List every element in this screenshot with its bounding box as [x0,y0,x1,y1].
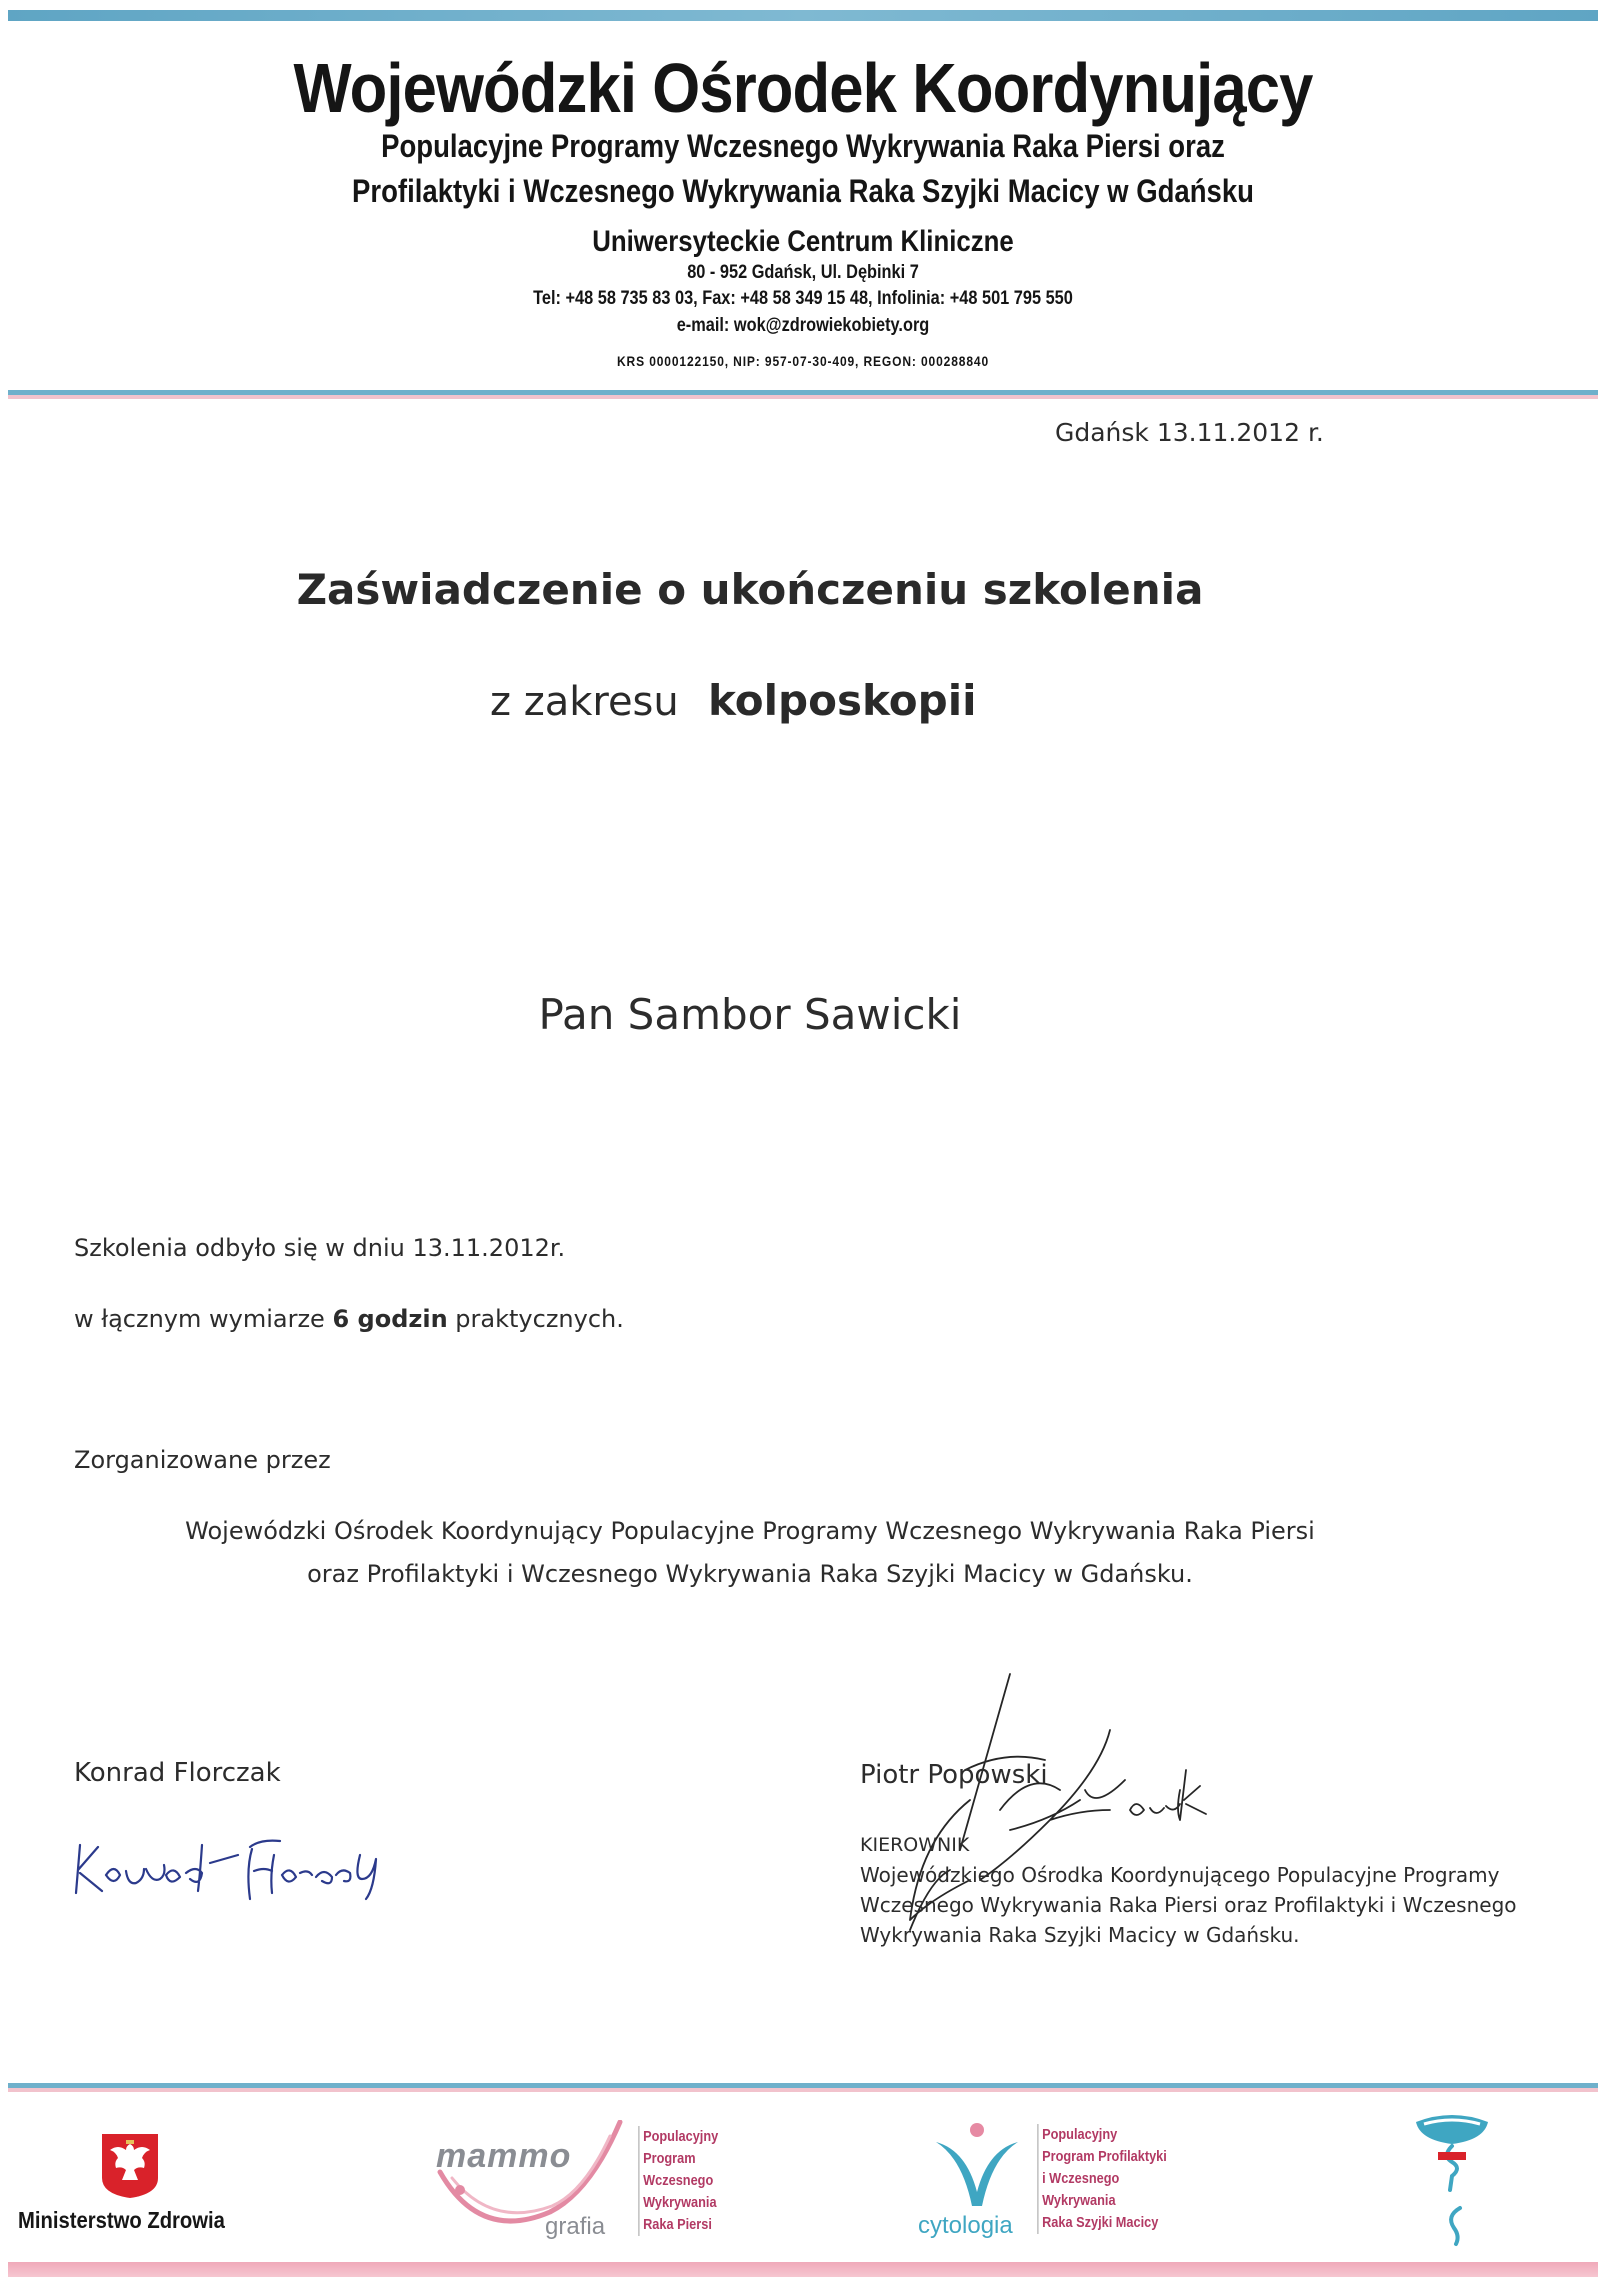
mammografia-logo-word: mammo [436,2137,572,2175]
subject-prefix: z zakresu [490,679,679,725]
header-divider-band [8,390,1598,399]
right-signatory-name: Piotr Popowski [860,1760,1048,1790]
training-date-line: Szkolenia odbyło się w dniu 13.11.2012r. [74,1234,566,1262]
letterhead-phones: Tel: +48 58 735 83 03, Fax: +48 58 349 15 48, Infolinia: +48 501 795 550 [533,288,1073,309]
letterhead-registry: KRS 0000122150, NIP: 957-07-30-409, REGON: 000288840 [616,353,990,369]
ministry-of-health-label: Ministerstwo Zdrowia [18,2207,225,2233]
pharmacy-bowl-snake-icon [1412,2108,1492,2248]
duration-value: 6 godzin [332,1305,448,1333]
top-color-band [8,10,1598,21]
right-signatory-role: KIEROWNIK [860,1834,970,1856]
right-signatory-org-line1: Wojewódzkiego Ośrodka Koordynującego Populacyjne Programy [860,1863,1500,1887]
bottom-color-band [8,2262,1598,2277]
cytologia-logo-word: cytologia [918,2212,1013,2239]
mammografia-logo-grafia-word: grafia [545,2213,606,2240]
mammo-program-text: Populacyjny Program Wczesnego Wykrywania Raka Piersi [638,2126,718,2236]
subject-name: kolposkopii [708,676,977,725]
cytologia-logo-figure-icon [932,2122,1022,2212]
letterhead-address: 80 - 952 Gdańsk, Ul. Dębinki 7 [687,262,919,283]
organizer-line2: oraz Profilaktyki i Wczesnego Wykrywania Raka Szyjki Macicy w Gdańsku. [307,1560,1193,1588]
document-date: Gdańsk 13.11.2012 r. [1055,418,1324,447]
letterhead-subtitle-line1: Populacyjne Programy Wczesnego Wykrywania Raka Piersi oraz [381,128,1225,164]
certificate-title: Zaświadczenie o ukończeniu szkolenia [296,565,1204,614]
cyto-program-text: Populacyjny Program Profilaktyki i Wczesnego Wykrywania Raka Szyjki Macicy [1037,2124,1167,2234]
polish-eagle-emblem-icon [100,2132,160,2200]
letterhead-subtitle-line2: Profilaktyki i Wczesnego Wykrywania Raka Szyjki Macicy w Gdańsku [352,173,1254,209]
letterhead-institution: Uniwersyteckie Centrum Kliniczne [592,225,1014,258]
right-signatory-org-line2: Wczesnego Wykrywania Raka Piersi oraz Profilaktyki i Wczesnego [860,1893,1517,1917]
training-duration-line: w łącznym wymiarze 6 godzin praktycznych. [74,1305,624,1333]
left-signatory-name: Konrad Florczak [74,1758,281,1788]
letterhead-title: Wojewódzki Ośrodek Koordynujący [293,49,1313,127]
certificate-subject-line [490,676,977,725]
recipient-name: Pan Sambor Sawicki [538,990,962,1039]
right-signatory-org-line3: Wykrywania Raka Szyjki Macicy w Gdańsku. [860,1923,1300,1947]
footer-divider-band [8,2083,1598,2092]
organized-by-label: Zorganizowane przez [74,1446,331,1474]
left-handwritten-signature [70,1825,450,1915]
letterhead-email: e-mail: wok@zdrowiekobiety.org [676,315,930,336]
organizer-line1: Wojewódzki Ośrodek Koordynujący Populacyjne Programy Wczesnego Wykrywania Raka Piersi [185,1517,1315,1545]
